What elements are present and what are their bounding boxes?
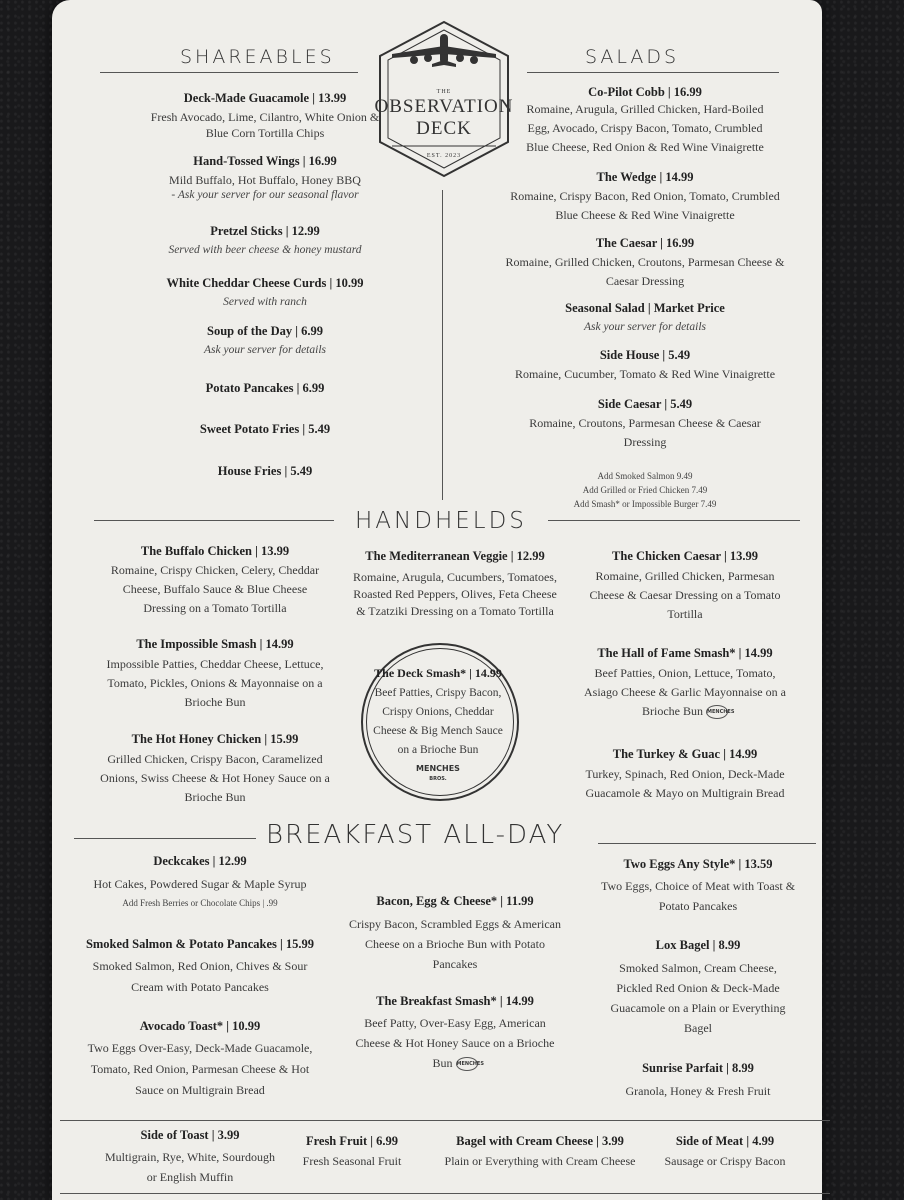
handhelds-title: HANDHELDS	[355, 508, 527, 534]
breakfast-rule-right	[598, 843, 816, 844]
handheld-turkey-guac: The Turkey & Guac | 14.99 Turkey, Spinach, Red Onion, Deck-Made Guacamole & Mayo on Multigrain Bread	[585, 747, 785, 800]
handheld-impossible-smash: The Impossible Smash | 14.99 Impossible Patties, Cheddar Cheese, Lettuce, Tomato, Pickles, Onions & Mayonnaise on a Brioche Bun	[106, 637, 324, 709]
menches-bros-logo-icon: MENCHES BROS.	[416, 764, 460, 782]
salad-side-house: Side House | 5.49 Romaine, Cucumber, Tomato & Red Wine Vinaigrette	[514, 348, 776, 381]
salad-seasonal: Seasonal Salad | Market Price Ask your server for details	[565, 301, 725, 333]
menches-badge-icon: MENCHES	[456, 1057, 478, 1071]
salad-wedge: The Wedge | 14.99 Romaine, Crispy Bacon, Red Onion, Tomato, Crumbled Blue Cheese & Red Wine Vinaigrette	[510, 170, 780, 222]
handhelds-rule-left	[94, 520, 334, 521]
breakfast-avocado-toast: Avocado Toast* | 10.99 Two Eggs Over-Easy, Deck-Made Guacamole, Tomato, Red Onion, Parmesan Cheese & Hot Sauce on Multigrain Bread	[87, 1019, 313, 1097]
shareable-soup: Soup of the Day | 6.99 Ask your server for details	[203, 324, 326, 356]
logo-line1: OBSERVATION	[374, 96, 514, 117]
side-meat: Side of Meat | 4.99 Sausage or Crispy Bacon	[664, 1134, 786, 1168]
salad-side-caesar: Side Caesar | 5.49 Romaine, Croutons, Parmesan Cheese & Caesar Dressing	[529, 397, 761, 449]
center-divider	[442, 190, 443, 500]
breakfast-breakfast-smash: The Breakfast Smash* | 14.99 Beef Patty, Over-Easy Egg, American Cheese & Hot Honey Sauce on a Brioche Bun MENCHES	[355, 994, 555, 1070]
salad-cobb: Co-Pilot Cobb | 16.99 Romaine, Arugula, Grilled Chicken, Hard-Boiled Egg, Avocado, Crispy Bacon, Tomato, Crumbled Blue Cheese, Red Onion & Red Wine Vinaigrette	[526, 85, 764, 154]
handheld-hall-of-fame-smash: The Hall of Fame Smash* | 14.99 Beef Patties, Onion, Lettuce, Tomato, Asiago Cheese & Garlic Mayonnaise on a Brioche Bun MENCHES	[584, 646, 786, 718]
shareable-sweet-potato-fries: Sweet Potato Fries | 5.49	[199, 422, 331, 436]
logo-the: THE	[436, 89, 452, 95]
side-fresh-fruit: Fresh Fruit | 6.99 Fresh Seasonal Fruit	[302, 1134, 402, 1168]
salads-title: SALADS	[585, 46, 680, 68]
side-bagel-cream-cheese: Bagel with Cream Cheese | 3.99 Plain or Everything with Cream Cheese	[444, 1134, 636, 1168]
shareable-guacamole: Deck-Made Guacamole | 13.99 Fresh Avocado, Lime, Cilantro, White Onion & Blue Corn Tortilla Chips	[150, 91, 380, 140]
breakfast-rule-left	[74, 838, 256, 839]
shareable-wings: Hand-Tossed Wings | 16.99 Mild Buffalo, Hot Buffalo, Honey BBQ - Ask your server for our seasonal flavor	[169, 154, 361, 201]
breakfast-bacon-egg-cheese: Bacon, Egg & Cheese* | 11.99 Crispy Bacon, Scrambled Eggs & American Cheese on a Brioche Bun with Potato Pancakes	[349, 894, 561, 971]
menches-badge-icon: MENCHES	[706, 705, 728, 719]
sides-rule-bottom	[60, 1193, 830, 1194]
salad-addons: Add Smoked Salmon 9.49 Add Grilled or Fried Chicken 7.49 Add Smash* or Impossible Burger 7.49	[573, 471, 717, 509]
logo-line2: DECK	[416, 118, 472, 139]
salad-caesar: The Caesar | 16.99 Romaine, Grilled Chicken, Croutons, Parmesan Cheese & Caesar Dressing	[505, 236, 785, 288]
shareables-rule	[100, 72, 358, 73]
breakfast-two-eggs: Two Eggs Any Style* | 13.59 Two Eggs, Choice of Meat with Toast & Potato Pancakes	[600, 857, 796, 913]
shareables-title: SHAREABLES	[180, 46, 335, 68]
breakfast-title: BREAKFAST ALL-DAY	[266, 820, 565, 850]
breakfast-smoked-salmon: Smoked Salmon & Potato Pancakes | 15.99 Smoked Salmon, Red Onion, Chives & Sour Cream with Potato Pancakes	[85, 937, 315, 994]
salads-rule	[527, 72, 779, 73]
handheld-buffalo-chicken: The Buffalo Chicken | 13.99 Romaine, Crispy Chicken, Celery, Cheddar Cheese, Buffalo Sauce & Blue Cheese Dressing on a Tomato Tortilla	[110, 544, 320, 615]
breakfast-sunrise-parfait: Sunrise Parfait | 8.99 Granola, Honey & Fresh Fruit	[625, 1061, 771, 1098]
handheld-chicken-caesar: The Chicken Caesar | 13.99 Romaine, Grilled Chicken, Parmesan Cheese & Caesar Dressing on a Tomato Tortilla	[589, 549, 781, 621]
shareable-pretzel: Pretzel Sticks | 12.99 Served with beer cheese & honey mustard	[168, 224, 362, 256]
handheld-deck-smash: The Deck Smash* | 14.99 Beef Patties, Crispy Bacon, Crispy Onions, Cheddar Cheese & Big Mench Sauce on a Brioche Bun MENCHES BROS.	[368, 665, 508, 784]
side-toast: Side of Toast | 3.99 Multigrain, Rye, White, Sourdough or English Muffin	[105, 1128, 275, 1184]
sides-rule-top	[60, 1120, 830, 1121]
breakfast-deckcakes: Deckcakes | 12.99 Hot Cakes, Powdered Sugar & Maple Syrup Add Fresh Berries or Chocolate Chips | .99	[93, 854, 307, 908]
shareable-house-fries: House Fries | 5.49	[217, 464, 313, 478]
shareable-potato-pancakes: Potato Pancakes | 6.99	[205, 381, 325, 395]
handhelds-rule-right	[548, 520, 800, 521]
breakfast-lox-bagel: Lox Bagel | 8.99 Smoked Salmon, Cream Cheese, Pickled Red Onion & Deck-Made Guacamole on a Plain or Everything Bagel	[610, 938, 786, 1035]
handheld-mediterranean-veggie: The Mediterranean Veggie | 12.99 Romaine, Arugula, Cucumbers, Tomatoes, Roasted Red Peppers, Olives, Feta Cheese & Tzatziki Dressing on a Tomato Tortilla	[353, 549, 557, 618]
handheld-hot-honey-chicken: The Hot Honey Chicken | 15.99 Grilled Chicken, Crispy Bacon, Caramelized Onions, Swiss Cheese & Hot Honey Sauce on a Brioche Bun	[100, 732, 330, 804]
logo-est: EST. 2023	[426, 153, 462, 159]
shareable-curds: White Cheddar Cheese Curds | 10.99 Served with ranch	[166, 276, 364, 308]
